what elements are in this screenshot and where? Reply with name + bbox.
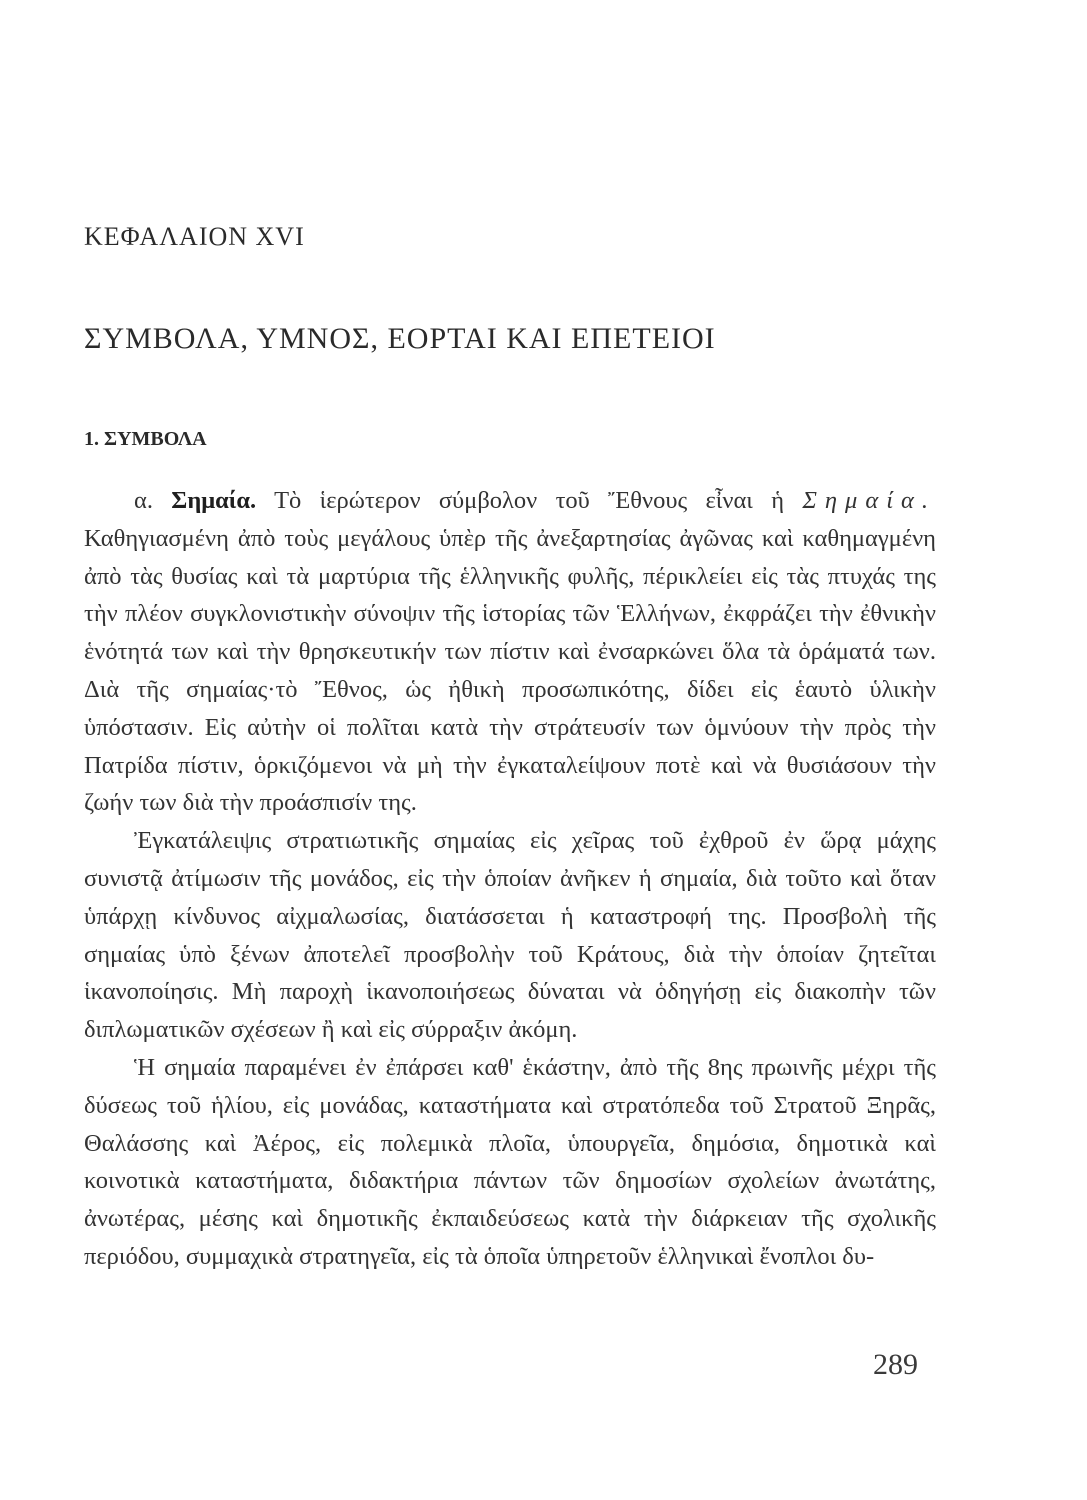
chapter-title: ΣΥΜΒΟΛΑ, ΥΜΝΟΣ, ΕΟΡΤΑΙ ΚΑΙ ΕΠΕΤΕΙΟΙ	[84, 322, 716, 355]
list-marker: α.	[134, 487, 172, 514]
paragraph-1	[84, 482, 936, 822]
section-heading: 1. ΣΥΜΒΟΛΑ	[84, 428, 207, 450]
chapter-label: ΚΕΦΑΛΑΙΟΝ XVI	[84, 222, 305, 251]
paragraph-1-rest: Καθηγιασμένη ἀπὸ τοὺς μεγάλους ὑπὲρ τῆς ἀνεξαρτησίας ἀγῶνας καὶ καθημαγμένη ἀπὸ τὰς θυσίας καὶ τὰ μαρτύρια τῆς ἑλληνικῆς φυλῆς, πέρικλείει εἰς τὰς πτυχάς της τὴν πλέον συγκλονιστικὴν σύνοψιν τῆς ἱστορίας τῶν Ἑλλήνων, ἐκφράζει τὴν ἐθνικὴν ἑνότητά των καὶ τὴν θρησκευτικήν των πίστιν καὶ ἐνσαρκώνει ὅλα τὰ ὁράματά των. Διὰ τῆς σημαίας·τὸ Ἔθνος, ὡς ἠθικὴ προσωπικότης, δίδει εἰς ἑαυτὸ ὑλικὴν ὑπόστασιν. Εἰς αὐτὴν οἱ πολῖται κατὰ τὴν στράτευσίν των ὁμνύουν τὴν πρὸς τὴν Πατρίδα πίστιν, ὁρκιζόμενοι νὰ μὴ τὴν ἐγκαταλείψουν ποτὲ καὶ νὰ θυσιάσουν τὴν ζωήν των διὰ τὴν προάσπισίν της.	[84, 524, 936, 817]
paragraph-1-lead: Τὸ ἱερώτερον σύμβολον τοῦ Ἔθνους εἶναι ἡ	[256, 487, 803, 514]
body-text	[84, 482, 936, 1276]
paragraph-2: Ἐγκατάλειψις στρατιωτικῆς σημαίας εἰς χεῖρας τοῦ ἐχθροῦ ἐν ὥρᾳ μάχης συνιστᾷ ἀτίμωσιν τῆς μονάδος, εἰς τὴν ὁποίαν ἀνῆκεν ἡ σημαία, διὰ τοῦτο καὶ ὅταν ὑπάρχῃ κίνδυνος αἰχμαλωσίας, διατάσσεται ἡ καταστροφή της. Προσβολὴ τῆς σημαίας ὑπὸ ξένων ἀποτελεῖ προσβολὴν τοῦ Κράτους, διὰ τὴν ὁποίαν ζητεῖται ἱκανοποίησις. Μὴ παροχὴ ἱκανοποιήσεως δύναται νὰ ὁδηγήσῃ εἰς διακοπὴν τῶν διπλωματικῶν σχέσεων ἢ καὶ εἰς σύρραξιν ἀκόμη.	[84, 827, 936, 1044]
paragraph-3: Ἡ σημαία παραμένει ἐν ἐπάρσει καθ' ἑκάστην, ἀπὸ τῆς 8ης πρωινῆς μέχρι τῆς δύσεως τοῦ ἡλίου, εἰς μονάδας, καταστήματα καὶ στρατόπεδα τοῦ Στρατοῦ Ξηρᾶς, Θαλάσσης καὶ Ἀέρος, εἰς πολεμικὰ πλοῖα, ὑπουργεῖα, δημόσια, δημοτικὰ καὶ κοινοτικὰ καταστήματα, διδακτήρια πάντων τῶν δημοσίων σχολείων ἀνωτάτης, ἀνωτέρας, μέσης καὶ δημοτικῆς ἐκπαιδεύσεως κατὰ τὴν διάρκειαν τῆς σχολικῆς περιόδου, συμμαχικὰ στρατηγεῖα, εἰς τὰ ὁποῖα ὑπηρετοῦν ἑλληνικαὶ ἔνοπλοι δυ-	[84, 1053, 936, 1270]
lead-term: Σημαία.	[171, 487, 257, 514]
page-number: 289	[873, 1348, 918, 1381]
emphasized-term: Σημαία.	[802, 487, 937, 514]
